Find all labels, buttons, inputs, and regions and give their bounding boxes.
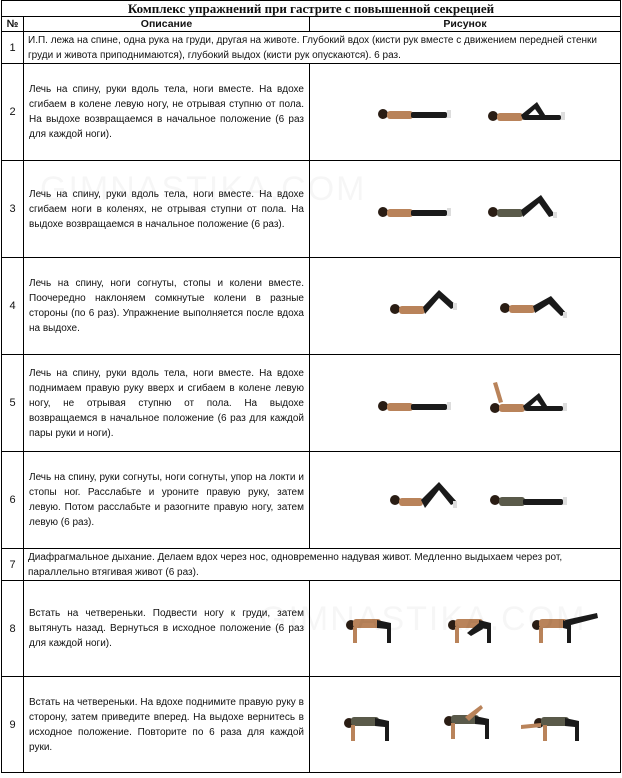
row-illustration <box>310 452 621 549</box>
table-title: Комплекс упражнений при гастрите с повышенной секрецией <box>2 1 621 17</box>
row-description: Лечь на спину, руки вдоль тела, ноги вместе. На вдохе сгибаем ноги в коленях, не отрывая ступни от пола. На выдохе возвращаемся в начальное положение (6 раз). <box>24 161 310 258</box>
row-description: И.П. лежа на спине, одна рука на груди, другая на животе. Глубокий вдох (кисти рук вместе с движением передней стенки груди и живота приподнимаются), глубокий выдох (кисти рук опускаются). 6 раз. <box>24 32 621 64</box>
figure-leg-extended <box>532 613 598 643</box>
figure-arm-forward <box>521 717 579 741</box>
header-pic: Рисунок <box>310 17 621 32</box>
row-number: 2 <box>2 64 24 161</box>
figure-one-knee-bent <box>488 102 565 121</box>
figure-arm-up-knee-bent <box>490 382 567 413</box>
row-description: Лечь на спину, руки согнуты, ноги согнуты, упор на локти и стопы ног. Расслабьте и уроните правую руку, затем левую. Потом расслабьте и разогните правую ногу, затем левую (6 раз). <box>24 452 310 549</box>
header-row <box>2 17 621 32</box>
exercise-illustration <box>315 373 615 433</box>
exercise-illustration <box>315 276 615 336</box>
row-illustration <box>310 355 621 452</box>
table-row <box>2 677 621 773</box>
row-description: Встать на четвереньки. Подвести ногу к груди, затем вытянуть назад. Вернуться в исходное положение (6 раз для каждой ноги). <box>24 581 310 677</box>
figure-both-knees-bent <box>488 195 557 218</box>
figure-arm-to-side <box>444 705 489 739</box>
figure-all-fours <box>344 717 389 741</box>
table-row <box>2 64 621 161</box>
exercise-illustration <box>315 179 615 239</box>
row-illustration <box>310 64 621 161</box>
figure-all-fours <box>346 619 391 643</box>
table-row <box>2 452 621 549</box>
figure-knees-right <box>500 296 567 318</box>
figure-knees-left <box>390 290 457 314</box>
row-illustration <box>310 161 621 258</box>
row-description: Лечь на спину, руки вдоль тела, ноги вместе. На вдохе поднимаем правую руку вверх и сгибаем в колене левую ногу, не отрывая ступню от пола. На выдохе возвращаемся в начальное положение (6 раз для каждой пары руки и ноги). <box>24 355 310 452</box>
row-illustration <box>310 258 621 355</box>
row-description: Лечь на спину, руки вдоль тела, ноги вместе. На вдохе сгибаем в колене левую ногу, не отрывая ступню от пола. На выдохе возвращаемся в начальное положение (6 раз для каждой ноги). <box>24 64 310 161</box>
row-number: 3 <box>2 161 24 258</box>
table-row <box>2 161 621 258</box>
header-desc: Описание <box>24 17 310 32</box>
exercise-illustration <box>315 82 615 142</box>
table-row <box>2 258 621 355</box>
exercise-illustration <box>315 599 615 659</box>
exercise-illustration <box>315 470 615 530</box>
row-number: 4 <box>2 258 24 355</box>
figure-relaxed-flat <box>490 495 567 506</box>
table-row <box>2 549 621 581</box>
row-number: 1 <box>2 32 24 64</box>
header-num: № <box>2 17 24 32</box>
figure-lying-flat <box>378 109 451 119</box>
row-illustration <box>310 581 621 677</box>
row-description: Встать на четвереньки. На вдохе поднимите правую руку в сторону, затем приведите вперед. На выдохе вернитесь в исходное положение. Повторите по 6 раза для каждой руки. <box>24 677 310 773</box>
table-row <box>2 581 621 677</box>
table-row <box>2 32 621 64</box>
figure-lying-flat <box>378 401 451 411</box>
row-number: 5 <box>2 355 24 452</box>
row-number: 7 <box>2 549 24 581</box>
row-number: 6 <box>2 452 24 549</box>
row-description: Лечь на спину, ноги согнуты, стопы и колени вместе. Поочередно наклоняем сомкнутые колени в разные стороны (по 6 раз). Упражнение выполняется после вдоха на выдохе. <box>24 258 310 355</box>
row-number: 9 <box>2 677 24 773</box>
row-illustration <box>310 677 621 773</box>
figure-knee-to-chest <box>448 619 491 643</box>
table-row <box>2 355 621 452</box>
title-row <box>2 1 621 17</box>
figure-lying-flat <box>378 207 451 217</box>
figure-supported-on-elbows <box>390 482 457 508</box>
row-description: Диафрагмальное дыхание. Делаем вдох через нос, одновременно надувая живот. Медленно выдыхаем через рот, параллельно втягивая живот (6 раз). <box>24 549 621 581</box>
exercise-table <box>1 0 621 773</box>
row-number: 8 <box>2 581 24 677</box>
exercise-illustration <box>315 695 615 755</box>
